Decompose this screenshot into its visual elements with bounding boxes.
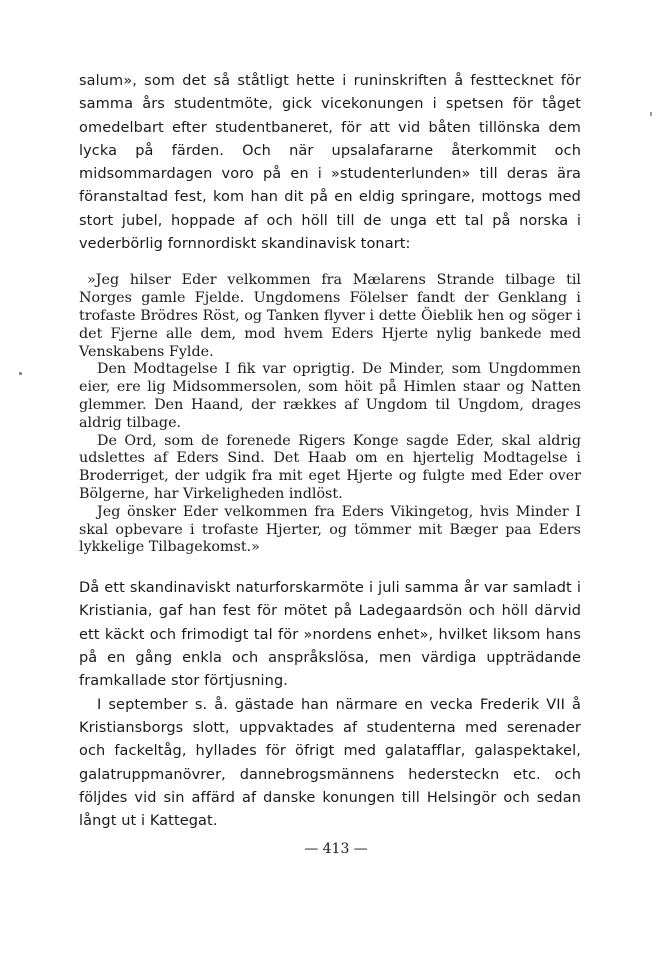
body-paragraph: salum», som det så ståtligt hette i runinskriften å festtecknet för samma års studentmöte, gick vicekonungen i spetsen för tåget omedelbart efter studentbaneret, för att vid båten tillönska dem lycka på färden. Och när upsalafararne återkommit och midsommardagen voro på en i »studenterlunden» till deras ära föranstaltad fest, kom han dit på en eldig springare, mottogs med stort jubel, hoppade af och höll till de unga ett tal på norska i vederbörlig fornnordiskt skandinavisk tonart: — [79, 73, 581, 253]
quote-paragraph: Jeg önsker Eder velkommen fra Eders Vikingetog, hvis Minder I skal opbevare i trofaste Hjerter, og tömmer mit Bæger paa Eders lykkelige Tilbagekomst.» — [79, 503, 581, 556]
body-paragraph: I september s. å. gästade han närmare en vecka Frederik VII å Kristiansborgs slott, uppvaktades af studenterna med serenader och fackeltåg, hyllades för öfrigt med galatafflar, galaspektakel, galatruppmanövrer, dannebrogsmännens hedersteckn etc. och följdes vid sin affärd af danske konungen till Helsingör och sedan långt ut i Kattegat. — [79, 696, 581, 830]
quote-paragraph: De Ord, som de forenede Rigers Konge sagde Eder, skal aldrig udslettes af Eders Sind. Det Haab om en hjertelig Modtagelse i Broderriget, der udgik fra mit eget Hjerte og fulgte med Eder over Bölgerne, har Virkeligheden indlöst. — [79, 432, 581, 502]
body-paragraph: Då ett skandinaviskt naturforskarmöte i juli samma år var samladt i Kristiania, gaf han fest för mötet på Ladegaardsön och höll därvid ett käckt och frimodigt tal för »nordens enhet», hvilket liksom hans på en gång enkla och anspråkslösa, men värdiga uppträdande framkallade stor förtjusning. — [79, 580, 581, 690]
quote-paragraph: Den Modtagelse I fik var oprigtig. De Minder, som Ungdommen eier, ere lig Midsommersolen, som höit på Himlen staar og Natten glemmer. Den Haand, der rækkes af Ungdom til Ungdom, drages aldrig tilbage. — [79, 361, 581, 431]
quoted-speech — [79, 272, 581, 557]
page-body — [79, 70, 581, 833]
quote-paragraph: »Jeg hilser Eder velkommen fra Mælarens Strande tilbage til Norges gamle Fjelde. Ungdomens Fölelser fandt der Genklang i trofaste Brödres Röst, og Tanken flyver i dette Öieblik hen og söger i det Fjerne alle dem, mod hvem Eders Hjerte nylig bankede med Venskabens Fylde. — [79, 272, 581, 360]
page-number: — 413 — — [304, 841, 368, 857]
margin-speck — [650, 112, 652, 116]
margin-speck — [19, 372, 22, 375]
